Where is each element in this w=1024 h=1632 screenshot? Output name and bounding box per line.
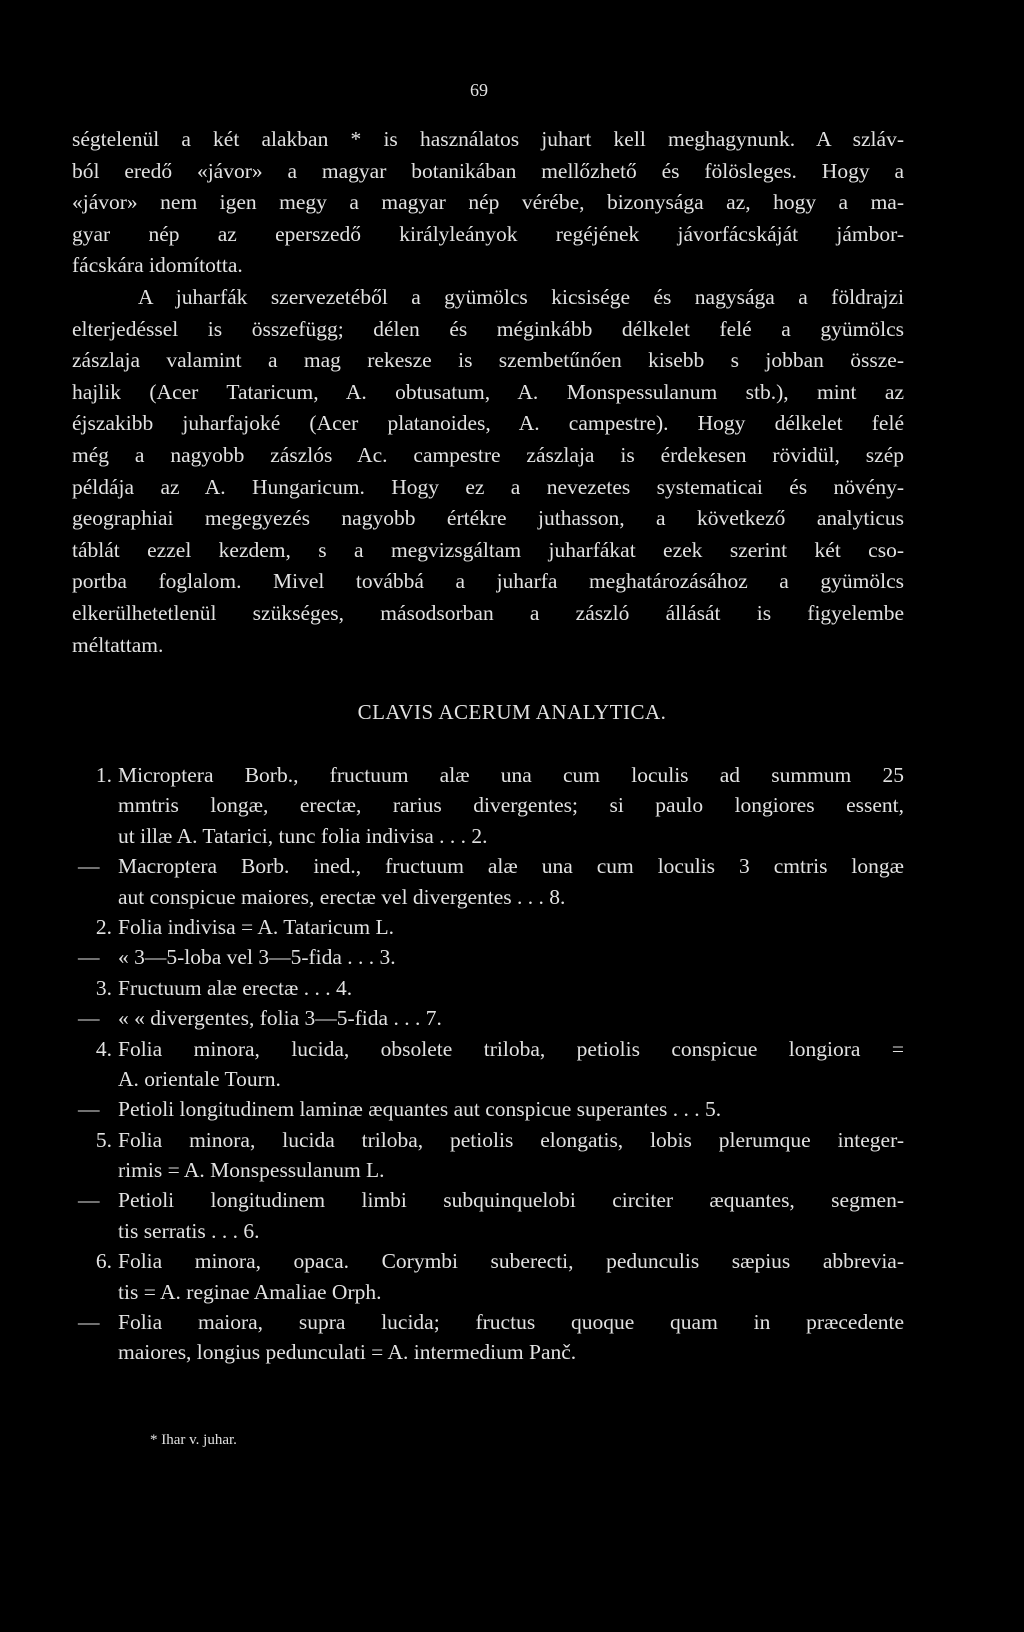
key-line (72, 1277, 904, 1307)
key-line (72, 851, 904, 881)
key-entry-text: Folia minora, lucida triloba, petiolis elongatis, lobis plerumque integer- (118, 1127, 904, 1152)
key-line (72, 790, 904, 820)
key-entry-mark: — (78, 854, 100, 879)
key-line (72, 1125, 904, 1155)
key-line (72, 1034, 904, 1064)
key-line (72, 912, 904, 942)
key-entry-text: Petioli longitudinem limbi subquinquelobi circiter æquantes, segmen- (118, 1188, 904, 1213)
key-line (72, 1094, 904, 1124)
key-entry-mark: 2. (95, 914, 112, 939)
text-line: A juharfák szervezetéből a gyümölcs kicsisége és nagysága a földrajzi (138, 285, 904, 309)
key-entry-text: maiores, longius pedunculati = A. intermedium Panč. (118, 1340, 577, 1365)
text-line: geographiai megegyezés nagyobb értékre juthasson, a következő analyticus (72, 506, 904, 531)
key-entry-text: tis = A. reginae Amaliae Orph. (118, 1279, 382, 1304)
text-line: gyar nép az eperszedő királyleányok regéjének jávorfácskáját jámbor- (72, 221, 904, 246)
footnote: * Ihar v. juhar. (150, 1432, 237, 1448)
text-line: portba foglalom. Mivel továbbá a juharfa meghatározásához a gyümölcs (72, 569, 904, 594)
text-line: zászlaja valamint a mag rekesze is szembetűnően kisebb s jobban össze- (72, 348, 904, 373)
key-line (72, 882, 904, 912)
text-line: fácskára idomította. (72, 253, 243, 278)
text-line: elkerülhetetlenül szükséges, másodsorban a zászló állását is figyelembe (72, 600, 904, 625)
key-entry-mark: — (78, 1097, 100, 1122)
analytical-key (72, 760, 904, 1368)
text-line: «jávor» nem igen megy a magyar nép vérébe, bizonysága az, hogy a ma- (72, 190, 904, 215)
key-entry-mark: — (78, 1310, 100, 1335)
key-entry-text: A. orientale Tourn. (118, 1066, 281, 1091)
key-entry-mark: 1. (95, 763, 112, 787)
key-entry-mark: 3. (95, 975, 112, 1000)
key-line (72, 942, 904, 972)
text-line: ségtelenül a két alakban * is használatos juhart kell meghagynunk. A szláv- (72, 127, 904, 151)
intro-paragraph (72, 124, 904, 282)
key-entry-mark: — (78, 1188, 100, 1213)
key-entry-text: Folia minora, lucida, obsolete triloba, petiolis conspicue longiora = (118, 1036, 904, 1061)
key-entry-mark: — (78, 1006, 100, 1031)
key-line (72, 760, 904, 790)
text-line: hajlik (Acer Tataricum, A. obtusatum, A. Monspessulanum stb.), mint az (72, 379, 904, 404)
key-line (72, 1307, 904, 1337)
key-entry-text: Folia maiora, supra lucida; fructus quoque quam in præcedente (118, 1310, 904, 1335)
key-entry-text: Folia indivisa = A. Tataricum L. (118, 914, 394, 939)
text-line: elterjedéssel is összefügg; délen és méginkább délkelet felé a gyümölcs (72, 316, 904, 341)
key-entry-text: Petioli longitudinem laminæ æquantes aut conspicue superantes . . . 5. (118, 1097, 722, 1122)
body-paragraph (72, 282, 904, 661)
key-entry-text: « « divergentes, folia 3—5-fida . . . 7. (118, 1006, 442, 1031)
key-entry-text: mmtris longæ, erectæ, rarius divergentes; si paulo longiores essent, (118, 793, 904, 818)
key-entry-text: Folia minora, opaca. Corymbi suberecti, pedunculis sæpius abbrevia- (118, 1249, 904, 1274)
text-line: táblát ezzel kezdem, s a megvizsgáltam juharfákat ezek szerint két cso- (72, 537, 904, 562)
key-line (72, 1064, 904, 1094)
key-entry-text: rimis = A. Monspessulanum L. (118, 1158, 385, 1183)
key-entry-text: ut illæ A. Tatarici, tunc folia indivisa . . . 2. (118, 823, 488, 848)
key-line (72, 1216, 904, 1246)
key-entry-text: aut conspicue maiores, erectæ vel divergentes . . . 8. (118, 884, 566, 909)
key-entry-mark: 6. (95, 1249, 112, 1274)
text-line: példája az A. Hungaricum. Hogy ez a nevezetes systematicai és növény- (72, 474, 904, 499)
key-entry-mark: 5. (95, 1127, 112, 1152)
key-line (72, 1337, 904, 1367)
text-line: ból eredő «jávor» a magyar botanikában mellőzhető és fölösleges. Hogy a (72, 158, 904, 183)
key-entry-text: tis serratis . . . 6. (118, 1218, 260, 1243)
text-line: méltattam. (72, 632, 164, 657)
key-entry-text: Fructuum alæ erectæ . . . 4. (118, 975, 353, 1000)
key-entry-text: Macroptera Borb. ined., fructuum alæ una cum loculis 3 cmtris longæ (118, 854, 904, 879)
key-line (72, 1185, 904, 1215)
key-line (72, 821, 904, 851)
key-line (72, 1155, 904, 1185)
key-entry-text: « 3—5-loba vel 3—5-fida . . . 3. (118, 945, 396, 970)
key-entry-text: Microptera Borb., fructuum alæ una cum loculis ad summum 25 (118, 763, 904, 787)
section-heading: CLAVIS ACERUM ANALYTICA. (357, 700, 667, 724)
text-line: éjszakibb juharfajoké (Acer platanoides, A. campestre). Hogy délkelet felé (72, 411, 904, 436)
key-line (72, 1246, 904, 1276)
key-entry-mark: 4. (95, 1036, 112, 1061)
key-entry-mark: — (78, 945, 100, 970)
key-line (72, 1003, 904, 1033)
page-number: 69 (470, 80, 488, 100)
text-line: még a nagyobb zászlós Ac. campestre zászlaja is érdekesen rövidül, szép (72, 442, 904, 467)
key-line (72, 973, 904, 1003)
